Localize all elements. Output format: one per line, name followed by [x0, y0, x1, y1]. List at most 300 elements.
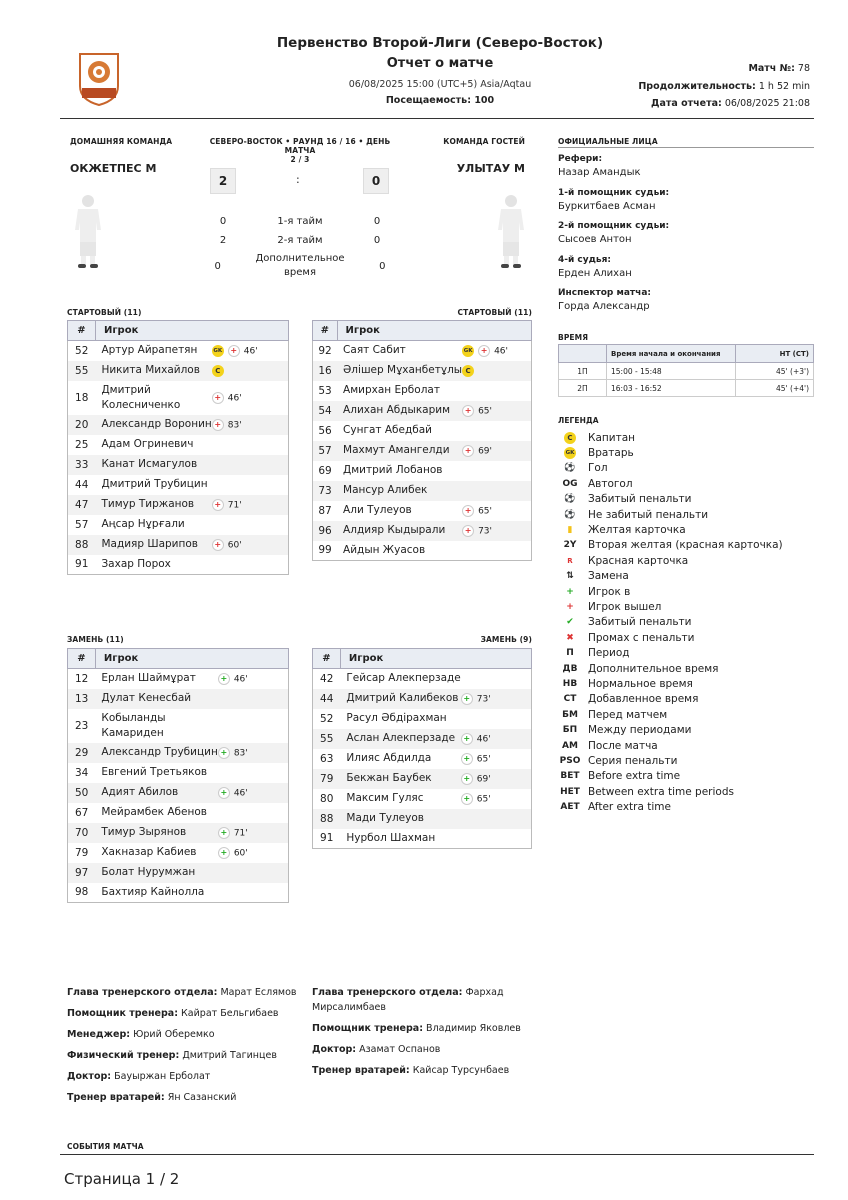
penalty-shootout-abbr: PSO	[559, 755, 581, 766]
player-name: Алихан Абдыкарим	[337, 401, 462, 421]
match-datetime: 06/08/2025 15:00 (UTC+5) Asia/Aqtau	[348, 79, 532, 90]
legend-title: ЛЕГЕНДА	[558, 416, 599, 425]
staff-role: Физический тренер:	[67, 1050, 180, 1061]
away-subs-table	[312, 648, 532, 849]
player-row	[68, 515, 289, 535]
after-match-abbr: АМ	[562, 740, 578, 751]
player-number: 23	[68, 709, 96, 743]
player-out-icon: +	[462, 505, 474, 517]
player-name: Адам Огриневич	[101, 438, 194, 450]
event-minute: 46'	[233, 674, 248, 685]
player-name: Мансур Алибек	[337, 481, 462, 501]
legend-label: Нормальное время	[588, 677, 693, 690]
event-minute: 83'	[233, 748, 248, 758]
player-name: Дмитрий Лобанов	[343, 464, 443, 476]
legend-label: Between extra time periods	[588, 785, 734, 798]
player-number: 70	[68, 823, 96, 843]
official-name: Назар Амандык	[558, 167, 641, 178]
player-row	[313, 729, 532, 749]
match-number: Матч №: 78	[748, 63, 810, 74]
player-row	[68, 783, 289, 803]
player-name: Александр Воронин	[95, 415, 211, 435]
player-number: 44	[68, 475, 96, 495]
player-name: Александр Трубицин	[95, 743, 217, 763]
player-number: 53	[313, 381, 338, 401]
player-row	[68, 475, 289, 495]
away-starting-label: СТАРТОВЫЙ (11)	[457, 308, 532, 317]
event-minute: 46'	[243, 346, 258, 357]
player-number: 57	[313, 441, 338, 461]
player-row	[313, 521, 532, 541]
away-subs-label: ЗАМЕНЬ (9)	[480, 635, 532, 644]
player-row	[68, 863, 289, 883]
player-row	[313, 421, 532, 441]
legend-label: Автогол	[588, 477, 633, 490]
legend-label: Before extra time	[588, 770, 681, 783]
player-name: Болат Нурумжан	[95, 863, 217, 883]
home-score: 2	[210, 168, 236, 194]
staff-entry	[312, 1021, 522, 1036]
official-role: 4-й судья:	[558, 254, 611, 265]
player-row	[313, 541, 532, 561]
player-out-icon: +	[566, 601, 574, 612]
legend-item	[558, 661, 814, 676]
player-name: Расул Әбдірахман	[346, 712, 447, 724]
player-in-icon: +	[461, 793, 473, 805]
event-minute: 69'	[478, 446, 493, 456]
official-entry	[558, 288, 814, 322]
captain-icon: C	[212, 365, 224, 377]
away-team-label: КОМАНДА ГОСТЕЙ	[443, 137, 525, 146]
player-number: 67	[68, 803, 96, 823]
event-minute: 46'	[494, 346, 509, 357]
player-number: 13	[68, 689, 96, 709]
player-name: Алдияр Кыдырали	[337, 521, 462, 541]
staff-name: Марат Еслямов	[220, 987, 297, 998]
player-row	[313, 749, 532, 769]
time-row: 1П 15:00 - 15:48 45' (+3')	[559, 363, 814, 380]
away-team-name: УЛЫТАУ М	[456, 162, 525, 175]
staff-name: Юрий Оберемко	[133, 1029, 215, 1040]
player-row	[68, 415, 289, 435]
header-divider	[60, 118, 814, 119]
legend-label: Капитан	[588, 431, 635, 444]
added-time-abbr: СТ	[563, 694, 577, 705]
legend-label: Промах с пенальти	[588, 631, 695, 644]
player-name: Кобыланды Камариден	[101, 711, 166, 739]
player-number: 16	[313, 361, 338, 381]
staff-entry	[67, 1048, 297, 1063]
home-staff	[67, 985, 297, 1111]
player-name: Тимур Тиржанов	[95, 495, 211, 515]
player-row	[313, 789, 532, 809]
player-name: Нурбол Шахман	[340, 829, 460, 849]
official-name: Сысоев Антон	[558, 234, 632, 245]
staff-name: Кайсар Турсунбаев	[412, 1065, 510, 1076]
player-name: Ерлан Шаймұрат	[101, 672, 196, 685]
player-row	[313, 709, 532, 729]
player-number: 52	[68, 341, 96, 361]
player-row	[313, 689, 532, 709]
staff-name: Владимир Яковлев	[426, 1023, 521, 1034]
check-icon: ✔	[566, 617, 574, 628]
player-name: Мейрамбек Абенов	[101, 806, 207, 818]
player-number: 55	[313, 729, 341, 749]
player-number: 20	[68, 415, 96, 435]
player-in-icon: +	[461, 753, 473, 765]
player-number: 87	[313, 501, 338, 521]
player-name: Максим Гуляс	[346, 792, 424, 804]
player-row	[313, 809, 532, 829]
staff-name: Азамат Оспанов	[359, 1044, 441, 1055]
before-match-abbr: БМ	[562, 709, 578, 720]
staff-role: Менеджер:	[67, 1029, 131, 1040]
official-role: 2-й помощник судьи:	[558, 221, 670, 231]
player-row	[313, 381, 532, 401]
player-number: 34	[68, 763, 96, 783]
player-row	[313, 441, 532, 461]
goalkeeper-icon: GK	[564, 447, 576, 459]
player-row	[313, 341, 532, 361]
legend-item	[558, 784, 814, 799]
player-row	[313, 769, 532, 789]
event-minute: 60'	[233, 848, 248, 858]
player-row	[68, 709, 289, 743]
player-out-icon: +	[462, 445, 474, 457]
player-out-icon: +	[228, 345, 240, 357]
time-col-range: Время начала и окончания	[607, 345, 736, 363]
player-number: 63	[313, 749, 341, 769]
event-minute: 46'	[233, 788, 248, 798]
home-kit-icon	[72, 192, 104, 272]
time-row: 2П 16:03 - 16:52 45' (+4')	[559, 380, 814, 397]
player-number: 88	[68, 535, 96, 555]
legend-item	[558, 492, 814, 507]
player-row	[68, 843, 289, 863]
legend-label: Не забитый пенальти	[588, 508, 709, 521]
match-duration: Продолжительность: 1 h 52 min	[638, 81, 810, 92]
period-row: 2 2-я тайм 0	[219, 235, 381, 246]
player-name: Амирхан Ерболат	[343, 384, 440, 396]
player-number: 18	[68, 381, 96, 415]
player-out-icon: +	[212, 499, 224, 511]
legend-label: Между периодами	[588, 724, 692, 737]
player-name: Али Тулеуов	[343, 504, 412, 516]
staff-role: Помощник тренера:	[312, 1023, 424, 1034]
player-number: 91	[313, 829, 341, 849]
officials-list	[558, 154, 814, 322]
legend-label: Игрок вышел	[588, 600, 662, 613]
player-row	[313, 829, 532, 849]
legend-label: Перед матчем	[588, 708, 668, 721]
player-row	[68, 361, 289, 381]
staff-role: Тренер вратарей:	[312, 1065, 410, 1076]
legend-item	[558, 522, 814, 537]
legend-label: Серия пенальти	[588, 754, 678, 767]
col-player: Игрок	[340, 649, 531, 669]
official-role: Инспектор матча:	[558, 288, 651, 298]
legend-item	[558, 569, 814, 584]
player-name: Аңсар Нұрғали	[101, 518, 185, 530]
player-row	[68, 823, 289, 843]
player-in-icon: +	[218, 787, 230, 799]
player-row	[68, 743, 289, 763]
official-entry	[558, 154, 814, 188]
legend-label: Замена	[588, 570, 629, 583]
period-abbr: П	[566, 648, 574, 659]
official-role: Рефери:	[558, 154, 603, 164]
legend-label: Забитый пенальти	[588, 616, 692, 629]
staff-entry	[312, 1042, 522, 1057]
player-name: Махмут Амангелди	[337, 441, 462, 461]
legend-item	[558, 692, 814, 707]
legend-item	[558, 630, 814, 645]
legend-item	[558, 553, 814, 568]
legend-item	[558, 738, 814, 753]
player-name: Тимур Зырянов	[95, 823, 217, 843]
attendance: Посещаемость: 100	[385, 95, 495, 106]
legend-item	[558, 476, 814, 491]
player-number: 88	[313, 809, 341, 829]
official-entry	[558, 188, 814, 222]
player-number: 12	[68, 669, 96, 689]
col-number: #	[313, 321, 338, 341]
player-number: 97	[68, 863, 96, 883]
footer-divider	[60, 1154, 814, 1155]
player-name: Саят Сабит	[343, 344, 406, 357]
player-name: Артур Айрапетян	[101, 344, 198, 357]
player-in-icon: +	[218, 847, 230, 859]
staff-role: Доктор:	[312, 1044, 357, 1055]
player-number: 92	[313, 341, 338, 361]
player-out-icon: +	[478, 345, 490, 357]
away-staff	[312, 985, 522, 1084]
player-name: Бекжан Баубек	[340, 769, 460, 789]
official-name: Ерден Алихан	[558, 267, 632, 279]
staff-role: Доктор:	[67, 1071, 112, 1082]
player-number: 44	[313, 689, 341, 709]
het-abbr: HET	[560, 786, 580, 797]
staff-entry	[67, 1069, 297, 1084]
player-number: 91	[68, 555, 96, 575]
home-subs-label: ЗАМЕНЬ (11)	[67, 635, 124, 644]
page-number: Страница 1 / 2	[64, 1170, 180, 1188]
legend-label: Добавленное время	[588, 693, 699, 706]
time-title: ВРЕМЯ	[558, 333, 589, 342]
legend-list	[558, 430, 814, 815]
goal-icon: ⚽	[564, 463, 576, 474]
goalkeeper-icon: GK	[462, 345, 474, 357]
player-row	[68, 689, 289, 709]
legend-item	[558, 799, 814, 814]
official-name: Горда Александр	[558, 301, 650, 312]
event-minute: 65'	[476, 794, 491, 804]
time-table	[558, 344, 814, 397]
legend-label: После матча	[588, 739, 658, 752]
player-number: 29	[68, 743, 96, 763]
away-kit-icon	[495, 192, 527, 272]
player-out-icon: +	[462, 525, 474, 537]
player-number: 52	[313, 709, 341, 729]
staff-role: Помощник тренера:	[67, 1008, 179, 1019]
player-number: 98	[68, 883, 96, 903]
player-name: Хакназар Кабиев	[101, 846, 197, 858]
aet-abbr: AET	[560, 802, 580, 813]
extra-time-abbr: ДВ	[562, 663, 578, 674]
event-minute: 65'	[478, 406, 493, 416]
time-col-ht: HT (CT)	[736, 345, 814, 363]
staff-name: Бауыржан Ерболат	[114, 1071, 211, 1082]
player-name: Илияс Абдилда	[346, 752, 432, 764]
home-team-name: ОКЖЕТПЕС М	[70, 162, 157, 175]
event-minute: 65'	[478, 506, 493, 516]
player-number: 47	[68, 495, 96, 515]
legend-label: Гол	[588, 462, 608, 475]
player-out-icon: +	[462, 405, 474, 417]
event-minute: 73'	[476, 694, 491, 704]
player-row	[313, 361, 532, 381]
player-in-icon: +	[218, 747, 230, 759]
legend-label: Забитый пенальти	[588, 493, 692, 506]
player-row	[68, 803, 289, 823]
own-goal-icon: OG	[562, 478, 578, 489]
player-row	[68, 535, 289, 555]
report-date: Дата отчета: 06/08/2025 21:08	[651, 98, 810, 109]
player-row	[313, 461, 532, 481]
player-row	[68, 435, 289, 455]
staff-name: Кайрат Бельгибаев	[181, 1008, 279, 1019]
event-minute: 71'	[227, 500, 242, 510]
legend-item	[558, 615, 814, 630]
home-starting-label: СТАРТОВЫЙ (11)	[67, 308, 142, 317]
player-out-icon: +	[212, 419, 224, 431]
official-name: Буркитбаев Асман	[558, 200, 656, 212]
officials-title: ОФИЦИАЛЬНЫЕ ЛИЦА	[558, 137, 658, 146]
captain-icon: C	[564, 432, 576, 444]
player-row	[68, 763, 289, 783]
col-player: Игрок	[337, 321, 531, 341]
period-row: 0 1-я тайм 0	[219, 216, 381, 227]
penalty-missed-icon: ⚽	[564, 509, 576, 520]
legend-label: Вторая желтая (красная карточка)	[588, 539, 783, 552]
player-row	[68, 381, 289, 415]
event-minute: 83'	[227, 420, 242, 430]
player-number: 54	[313, 401, 338, 421]
staff-entry	[312, 1063, 522, 1078]
between-periods-abbr: БП	[562, 725, 578, 736]
player-name: Айдын Жуасов	[337, 541, 462, 561]
captain-icon: C	[462, 365, 474, 377]
penalty-scored-icon: ⚽	[564, 494, 576, 505]
player-row	[68, 883, 289, 903]
player-name: Дмитрий Колесниченко	[101, 383, 181, 411]
player-number: 25	[68, 435, 96, 455]
staff-role: Глава тренерского отдела:	[67, 987, 218, 998]
legend-label: Дополнительное время	[588, 662, 719, 675]
player-number: 56	[313, 421, 338, 441]
official-entry	[558, 221, 814, 255]
col-player: Игрок	[95, 321, 288, 341]
legend-label: Желтая карточка	[588, 524, 686, 537]
cross-icon: ✖	[566, 632, 574, 643]
away-score: 0	[363, 168, 389, 194]
player-number: 79	[313, 769, 341, 789]
player-number: 42	[313, 669, 341, 689]
period-row: 0 Дополнительное время 0	[214, 253, 386, 278]
player-in-icon: +	[566, 586, 574, 597]
staff-name: Ян Сазанский	[167, 1092, 237, 1103]
player-name: Бахтияр Кайнолла	[95, 883, 217, 903]
staff-entry	[312, 985, 522, 1015]
player-in-icon: +	[461, 733, 473, 745]
col-number: #	[68, 321, 96, 341]
player-out-icon: +	[212, 392, 224, 404]
player-in-icon: +	[218, 673, 230, 685]
player-number: 50	[68, 783, 96, 803]
col-player: Игрок	[95, 649, 288, 669]
legend-label: After extra time	[588, 801, 671, 814]
player-number: 99	[313, 541, 338, 561]
legend-label: Вратарь	[588, 447, 634, 460]
player-row	[68, 341, 289, 361]
player-row	[68, 555, 289, 575]
player-name: Мадияр Шарипов	[95, 535, 211, 555]
legend-label: Период	[588, 647, 630, 660]
legend-item	[558, 430, 814, 445]
event-minute: 60'	[227, 540, 242, 550]
player-row	[313, 401, 532, 421]
staff-name: Фархад Мирсалимбаев	[312, 987, 504, 1013]
player-out-icon: +	[212, 539, 224, 551]
home-subs-table	[67, 648, 289, 903]
player-name: Мади Тулеуов	[340, 809, 460, 829]
event-minute: 71'	[233, 828, 248, 838]
legend-label: Красная карточка	[588, 554, 689, 567]
player-row	[313, 501, 532, 521]
player-number: 33	[68, 455, 96, 475]
player-number: 96	[313, 521, 338, 541]
event-minute: 46'	[476, 734, 491, 744]
player-name: Евгений Третьяков	[101, 766, 208, 778]
officials-divider	[558, 147, 814, 148]
away-starting-table	[312, 320, 532, 561]
score-separator: :	[296, 173, 300, 186]
player-number: 57	[68, 515, 96, 535]
legend-item	[558, 507, 814, 522]
player-in-icon: +	[461, 773, 473, 785]
event-minute: 69'	[476, 774, 491, 784]
legend-item	[558, 707, 814, 722]
player-in-icon: +	[218, 827, 230, 839]
legend-item	[558, 645, 814, 660]
player-name: Захар Порох	[95, 555, 211, 575]
player-row	[68, 455, 289, 475]
player-number: 79	[68, 843, 96, 863]
period-scores	[200, 212, 400, 282]
player-number: 80	[313, 789, 341, 809]
player-number: 55	[68, 361, 96, 381]
player-row	[68, 495, 289, 515]
staff-entry	[67, 1090, 297, 1105]
legend-item	[558, 753, 814, 768]
staff-entry	[67, 1006, 297, 1021]
staff-entry	[67, 985, 297, 1000]
player-name: Дулат Кенесбай	[95, 689, 217, 709]
staff-name: Дмитрий Тагинцев	[182, 1050, 277, 1061]
legend-item	[558, 769, 814, 784]
home-starting-table	[67, 320, 289, 575]
player-in-icon: +	[461, 693, 473, 705]
